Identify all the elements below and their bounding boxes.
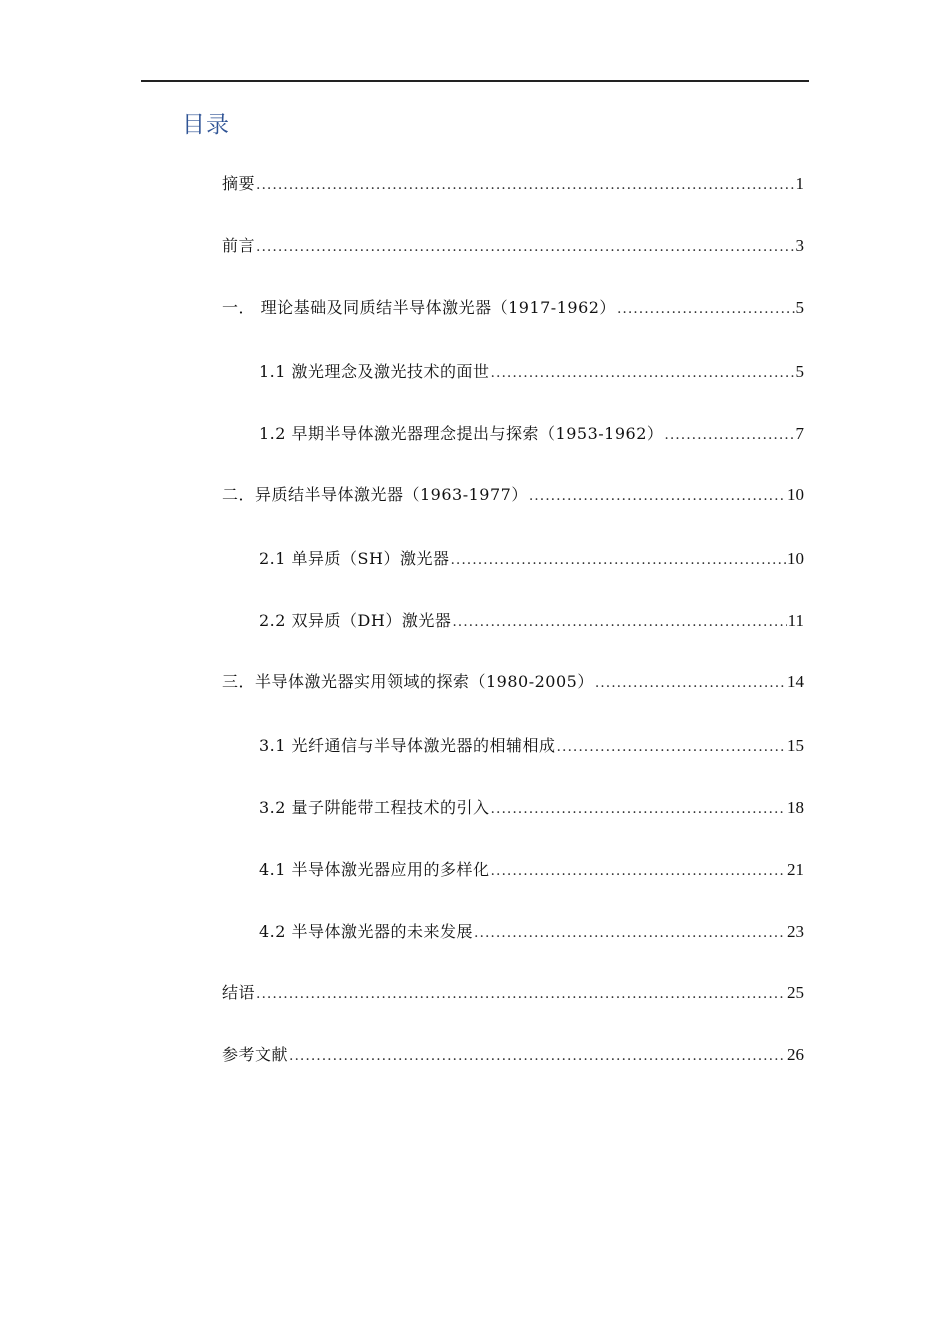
toc-entry-label: 1.2 早期半导体激光器理念提出与探索（1953-1962） [259, 424, 664, 443]
toc-entry-label: 3.1 光纤通信与半导体激光器的相辅相成 [259, 736, 556, 755]
toc-page-number: 18 [787, 798, 804, 817]
toc-entry-label: 2.2 双异质（DH）激光器 [259, 611, 452, 630]
toc-entry-section-2-2[interactable] [259, 609, 804, 633]
toc-entry-label: 摘要 [222, 174, 256, 193]
toc-page-number: 14 [787, 672, 804, 691]
toc-entry-label: 结语 [222, 983, 256, 1002]
toc-dot-leader [595, 671, 786, 695]
header-rule [141, 80, 809, 82]
toc-entry-label: 4.2 半导体激光器的未来发展 [259, 922, 474, 941]
toc-entry-abstract[interactable] [222, 172, 804, 196]
toc-entry-label: 4.1 半导体激光器应用的多样化 [259, 860, 490, 879]
toc-dot-leader [557, 735, 786, 759]
toc-entry-label: 二．异质结半导体激光器（1963-1977） [222, 485, 528, 504]
toc-entry-section-3-1[interactable] [259, 734, 804, 758]
toc-dot-leader [256, 982, 786, 1006]
toc-page-number: 5 [795, 298, 804, 317]
toc-dot-leader [289, 1044, 786, 1068]
toc-entry-section-1-2[interactable] [259, 422, 804, 446]
toc-page-number: 21 [787, 860, 804, 879]
toc-entry-references[interactable] [222, 1043, 804, 1067]
toc-page-number: 26 [787, 1045, 804, 1064]
toc-page-number: 10 [787, 549, 804, 568]
toc-entry-label: 一． 理论基础及同质结半导体激光器（1917-1962） [222, 298, 616, 317]
toc-dot-leader [256, 235, 794, 259]
toc-dot-leader [452, 610, 786, 634]
toc-entry-section-4-1[interactable] [259, 858, 804, 882]
toc-dot-leader [450, 548, 786, 572]
toc-entry-conclusion[interactable] [222, 981, 804, 1005]
toc-page-number: 15 [787, 736, 804, 755]
toc-entry-section-4-2[interactable] [259, 920, 804, 944]
toc-dot-leader [491, 859, 786, 883]
toc-entry-label: 三．半导体激光器实用领域的探索（1980-2005） [222, 672, 594, 691]
toc-page-number: 1 [795, 174, 804, 193]
toc-page-number: 3 [795, 236, 804, 255]
toc-page-number: 11 [787, 611, 804, 630]
toc-dot-leader [529, 484, 786, 508]
toc-dot-leader [491, 797, 786, 821]
toc-dot-leader [491, 361, 795, 385]
toc-entry-label: 前言 [222, 236, 256, 255]
toc-entry-label: 1.1 激光理念及激光技术的面世 [259, 362, 490, 381]
toc-entry-chapter-3[interactable] [222, 670, 804, 694]
toc-dot-leader [256, 173, 794, 197]
toc-entry-preface[interactable] [222, 234, 804, 258]
toc-entry-section-2-1[interactable] [259, 547, 804, 571]
toc-entry-section-3-2[interactable] [259, 796, 804, 820]
toc-entry-label: 2.1 单异质（SH）激光器 [259, 549, 450, 568]
toc-page-number: 5 [795, 362, 804, 381]
toc-dot-leader [617, 297, 795, 321]
toc-page-number: 25 [787, 983, 804, 1002]
toc-page-number: 10 [787, 485, 804, 504]
toc-entry-label: 3.2 量子阱能带工程技术的引入 [259, 798, 490, 817]
toc-entry-chapter-1[interactable] [222, 296, 804, 320]
toc-page-number: 23 [787, 922, 804, 941]
toc-entry-section-1-1[interactable] [259, 360, 804, 384]
toc-dot-leader [664, 423, 794, 447]
toc-entry-chapter-2[interactable] [222, 483, 804, 507]
toc-dot-leader [474, 921, 786, 945]
toc-entry-label: 参考文献 [222, 1045, 289, 1064]
toc-page-number: 7 [795, 424, 804, 443]
toc-title: 目录 [182, 112, 230, 138]
